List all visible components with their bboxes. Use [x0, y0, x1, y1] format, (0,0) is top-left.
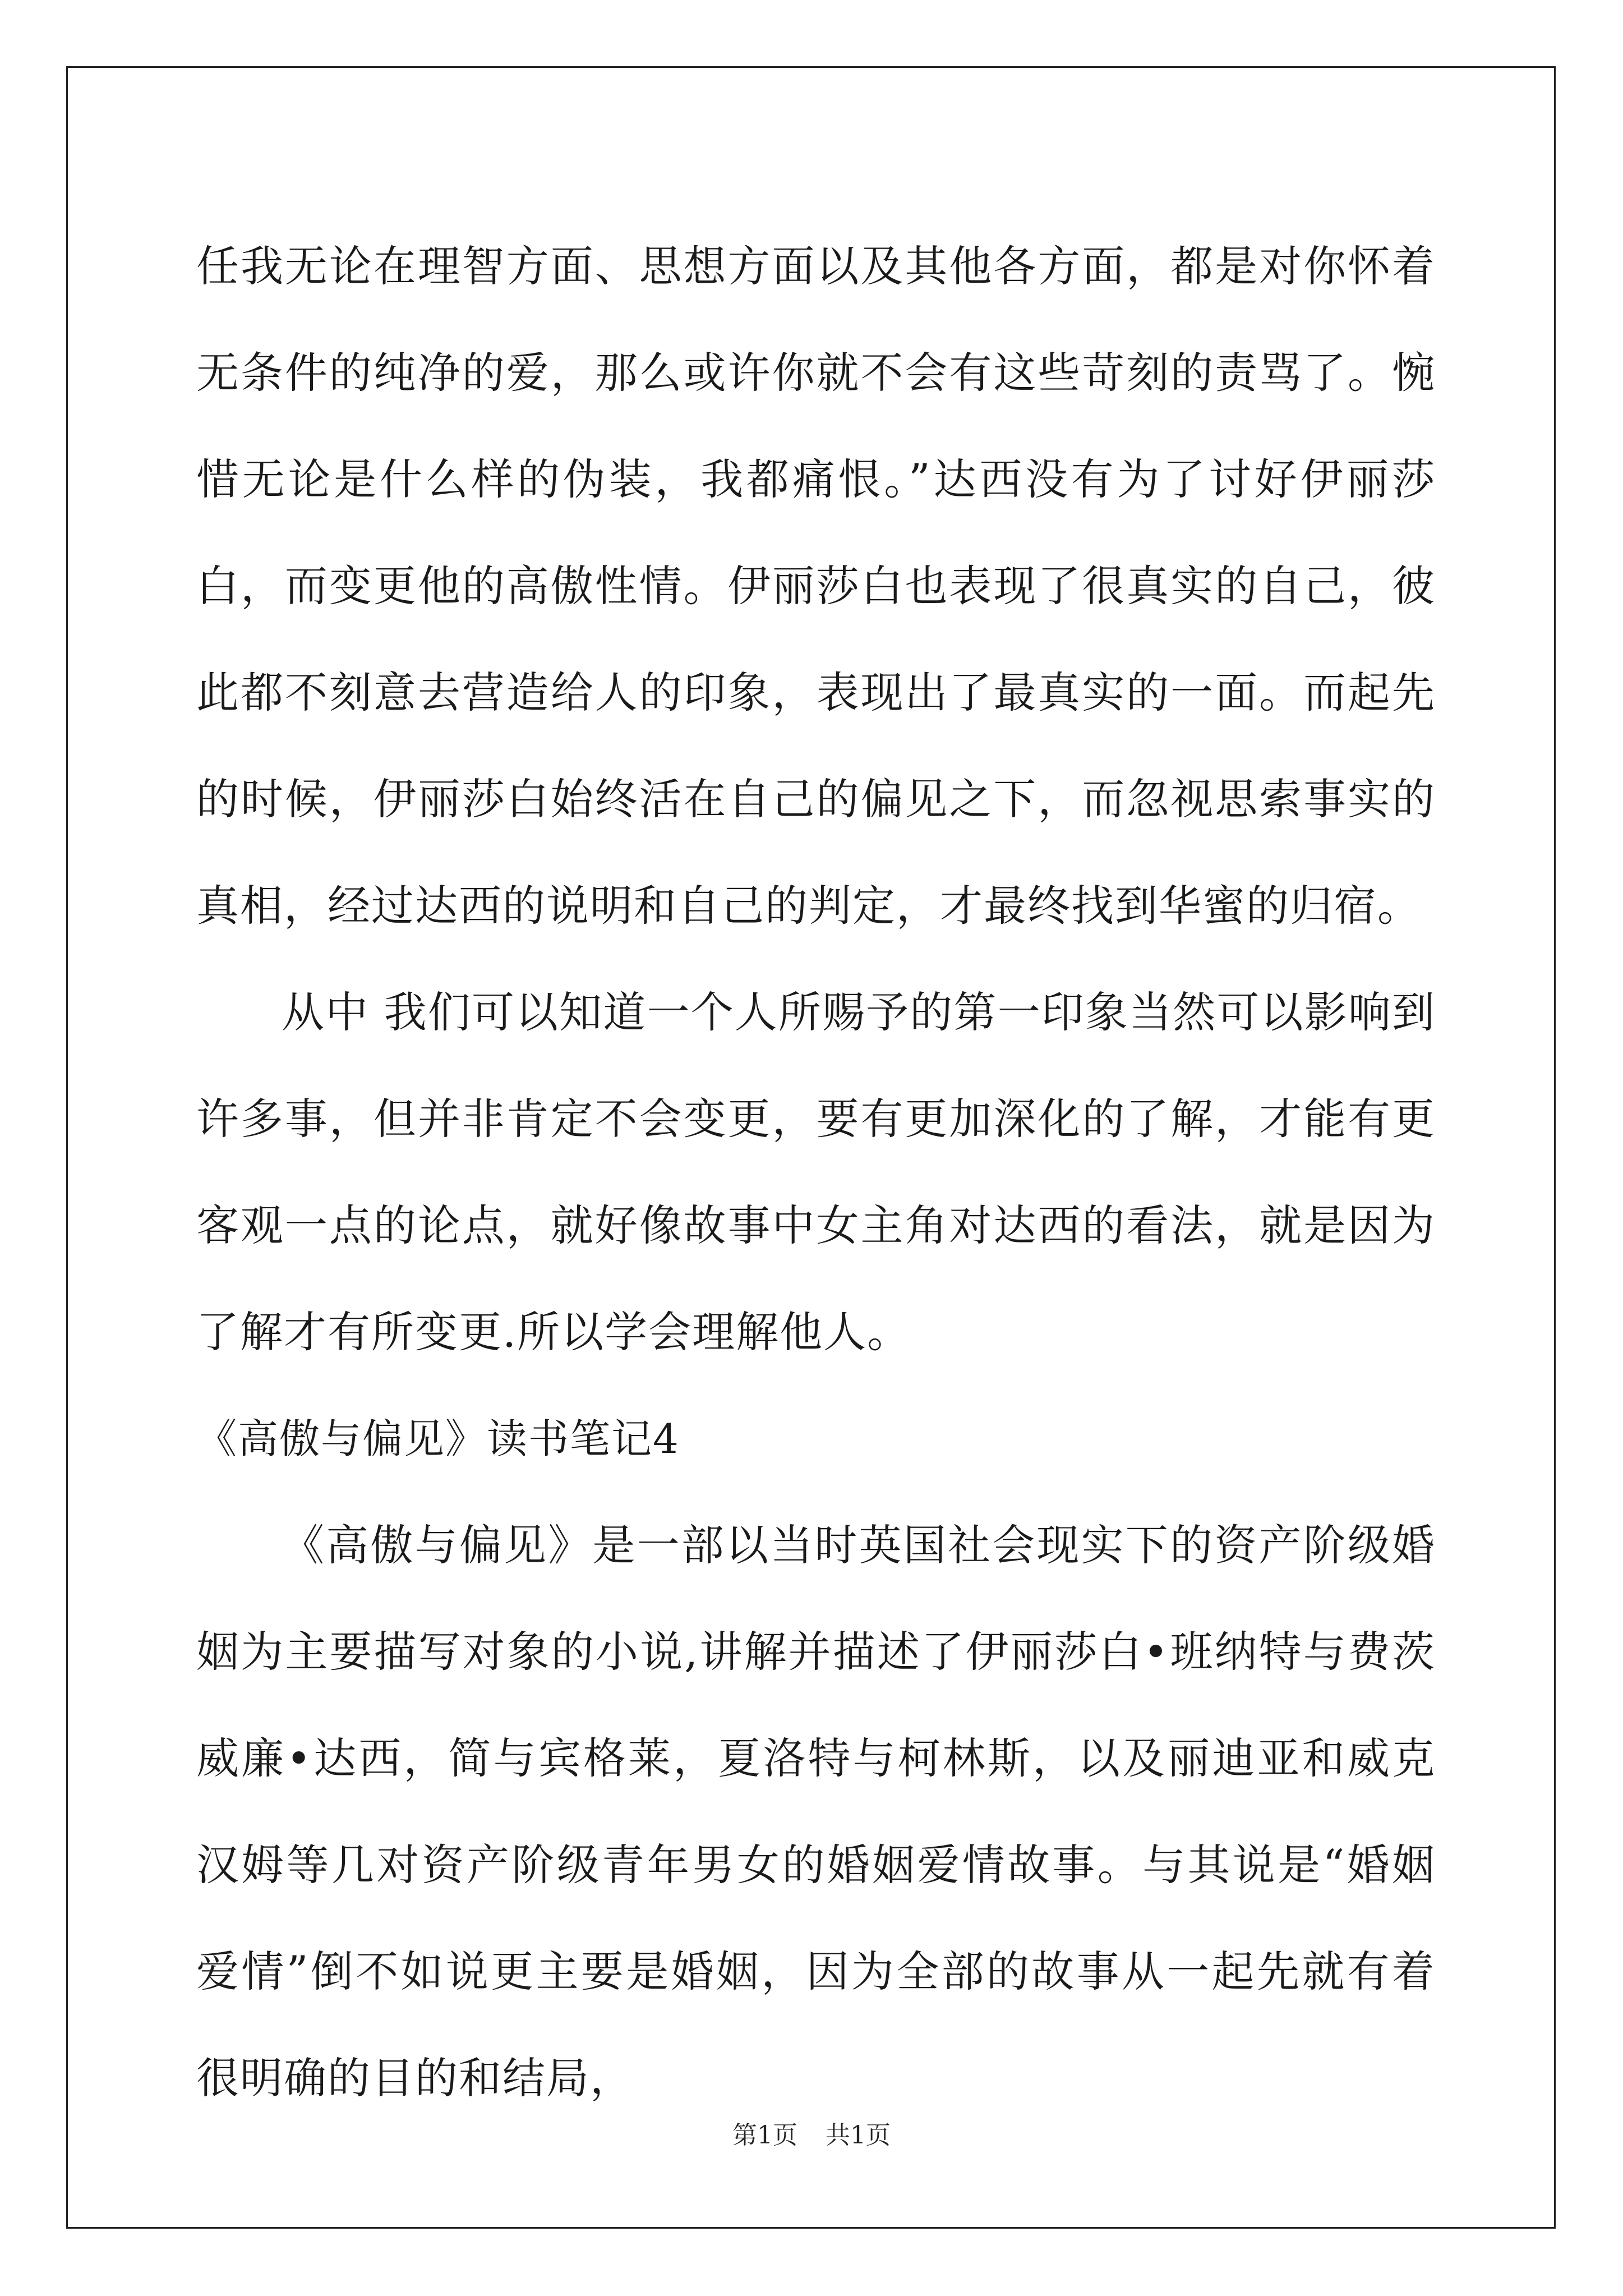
page-footer [0, 2115, 1623, 2151]
paragraph: 《高傲与偏见》是一部以当时英国社会现实下的资产阶级婚姻为主要描写对象的小说,讲解并描述了伊丽莎白•班纳特与费茨威廉•达西，简与宾格莱，夏洛特与柯林斯，以及丽迪亚和威克汉姆等几对资产阶级青年男女的婚姻爱情故事。与其说是“婚姻爱情”倒不如说更主要是婚姻，因为全部的故事从一起先就有着很明确的目的和结局， [196, 1520, 1436, 2103]
page-number: 第1页 [732, 2121, 797, 2150]
paragraph: 任我无论在理智方面、思想方面以及其他各方面，都是对你怀着无条件的纯净的爱，那么或许你就不会有这些苛刻的责骂了。惋惜无论是什么样的伪装，我都痛恨。”达西没有为了讨好伊丽莎白，而变更他的高傲性情。伊丽莎白也表现了很真实的自己，彼此都不刻意去营造给人的印象，表现出了最真实的一面。而起先的时候，伊丽莎白始终活在自己的偏见之下，而忽视思索事实的真相，经过达西的说明和自己的判定，才最终找到华蜜的归宿。 [196, 241, 1436, 931]
section-heading: 《高傲与偏见》读书笔记4 [196, 1415, 680, 1462]
document-body [196, 213, 1436, 2132]
paragraph: 从中 我们可以知道一个人所赐予的第一印象当然可以影响到许多事，但并非肯定不会变更，要有更加深化的了解，才能有更客观一点的论点，就好像故事中女主角对达西的看法，就是因为了解才有所变更.所以学会理解他人。 [196, 987, 1436, 1357]
page-total: 共1页 [826, 2121, 891, 2150]
